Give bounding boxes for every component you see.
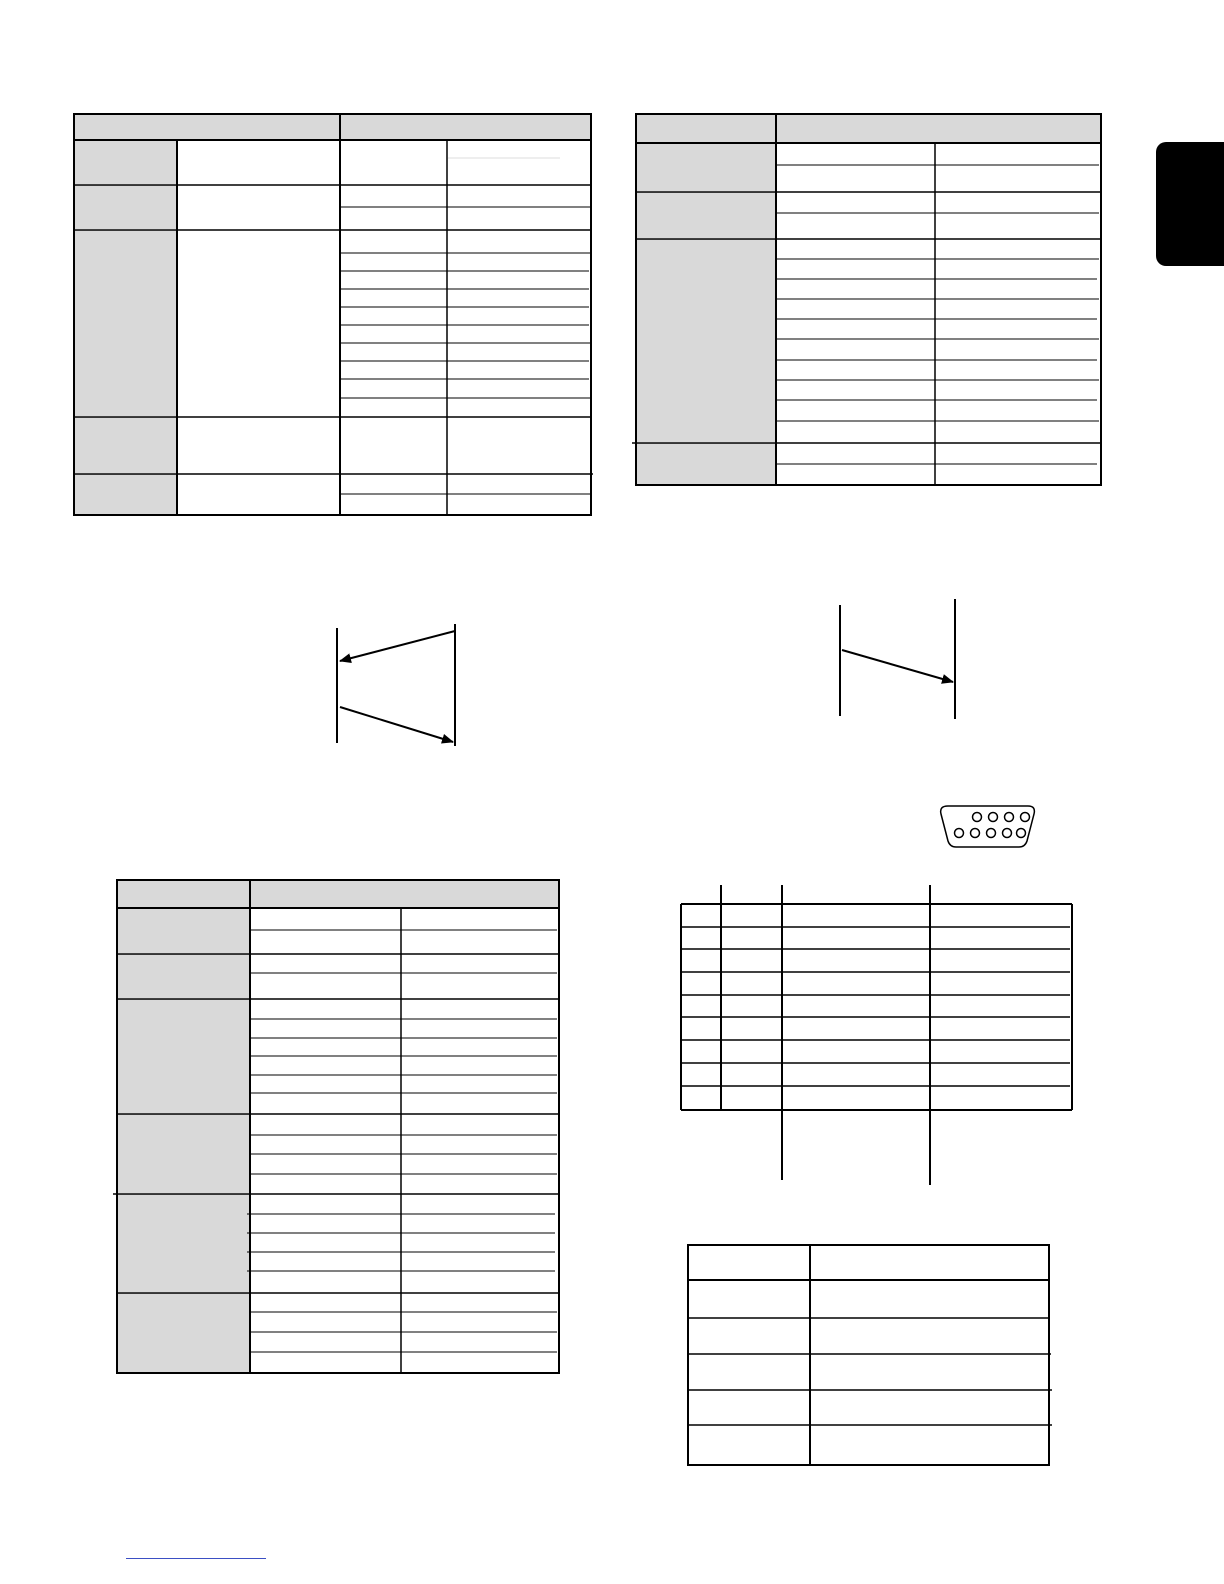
table-top-right-grid bbox=[632, 114, 1101, 485]
db9-connector-icon bbox=[941, 806, 1035, 847]
table-bottom-left-grid bbox=[113, 880, 559, 1373]
table-top-left-grid bbox=[74, 114, 593, 515]
pin-table-grid bbox=[681, 885, 1072, 1185]
handshake-diagram-left bbox=[337, 624, 455, 746]
table-bottom-right-grid bbox=[688, 1245, 1052, 1465]
handshake-diagram-right bbox=[840, 599, 955, 719]
